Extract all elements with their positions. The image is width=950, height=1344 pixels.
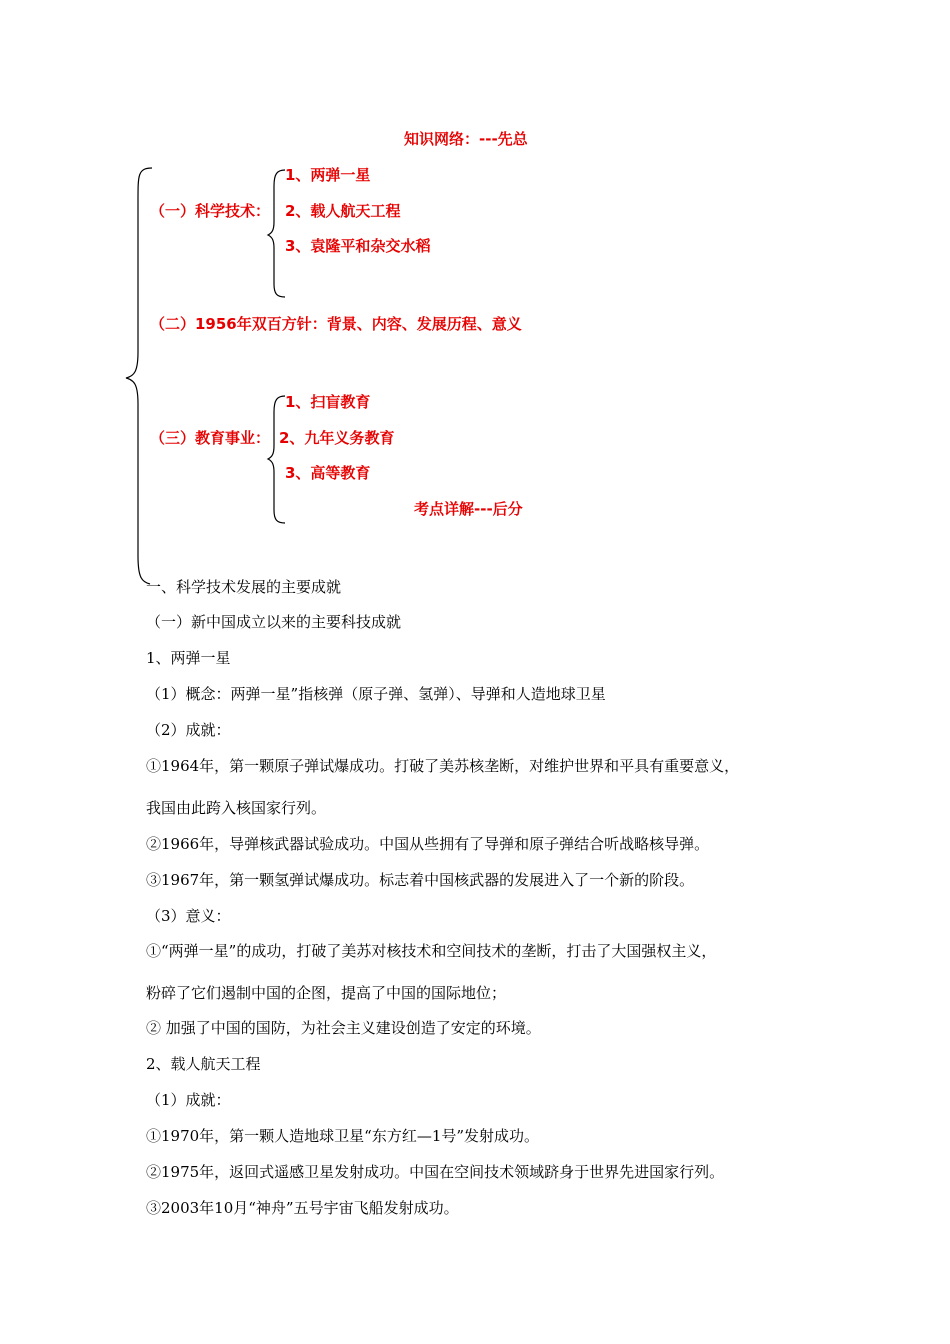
paragraph: ② 加强了中国的国防，为社会主义建设创造了安定的环境。 [146, 1019, 541, 1037]
heading-1: 一、科学技术发展的主要成就 [146, 578, 342, 596]
paragraph: 粉碎了它们遏制中国的企图，提高了中国的国际地位； [146, 984, 507, 1002]
section3-item: 2、九年义务教育 [279, 429, 395, 447]
section1-item: 3、袁隆平和杂交水稻 [285, 237, 431, 255]
paragraph: （3）意义： [146, 907, 231, 925]
subheading: 2、载人航天工程 [146, 1055, 261, 1073]
subheading: 1、两弹一星 [146, 649, 231, 667]
paragraph: （1）概念：两弹一星”指核弹（原子弹、氢弹）、导弹和人造地球卫星 [146, 685, 606, 703]
paragraph: ②1966年，导弹核武器试验成功。中国从些拥有了导弹和原子弹结合听战略核导弹。 [146, 835, 710, 853]
section3-item: 3、高等教育 [285, 464, 371, 482]
paragraph: （2）成就： [146, 721, 231, 739]
paragraph: ③2003年10月“神舟”五号宇宙飞船发射成功。 [146, 1199, 459, 1217]
paragraph: ③1967年，第一颗氢弹试爆成功。标志着中国核武器的发展进入了一个新的阶段。 [146, 871, 695, 889]
paragraph: （1）成就： [146, 1091, 231, 1109]
subheading: （一）新中国成立以来的主要科技成就 [146, 613, 402, 631]
paragraph: ①“两弹一星”的成功，打破了美苏对核技术和空间技术的垄断，打击了大国强权主义， [146, 942, 717, 960]
paragraph: 我国由此跨入核国家行列。 [146, 799, 327, 817]
section3-label: （三）教育事业： [150, 429, 271, 447]
section1-label: （一）科学技术： [150, 202, 271, 220]
paragraph: ②1975年，返回式遥感卫星发射成功。中国在空间技术领域跻身于世界先进国家行列。 [146, 1163, 725, 1181]
section3-item: 1、扫盲教育 [285, 393, 371, 411]
outline-title: 知识网络：---先总 [404, 130, 528, 148]
section1-item: 1、两弹一星 [285, 166, 371, 184]
section1-item: 2、载人航天工程 [285, 202, 401, 220]
paragraph: ①1970年，第一颗人造地球卫星“东方红—1号”发射成功。 [146, 1127, 540, 1145]
section2-label: （二）1956年双百方针：背景、内容、发展历程、意义 [150, 315, 522, 333]
outline-subtitle: 考点详解---后分 [414, 500, 523, 518]
paragraph: ①1964年，第一颗原子弹试爆成功。打破了美苏核垄断，对维护世界和平具有重要意义， [146, 757, 740, 775]
